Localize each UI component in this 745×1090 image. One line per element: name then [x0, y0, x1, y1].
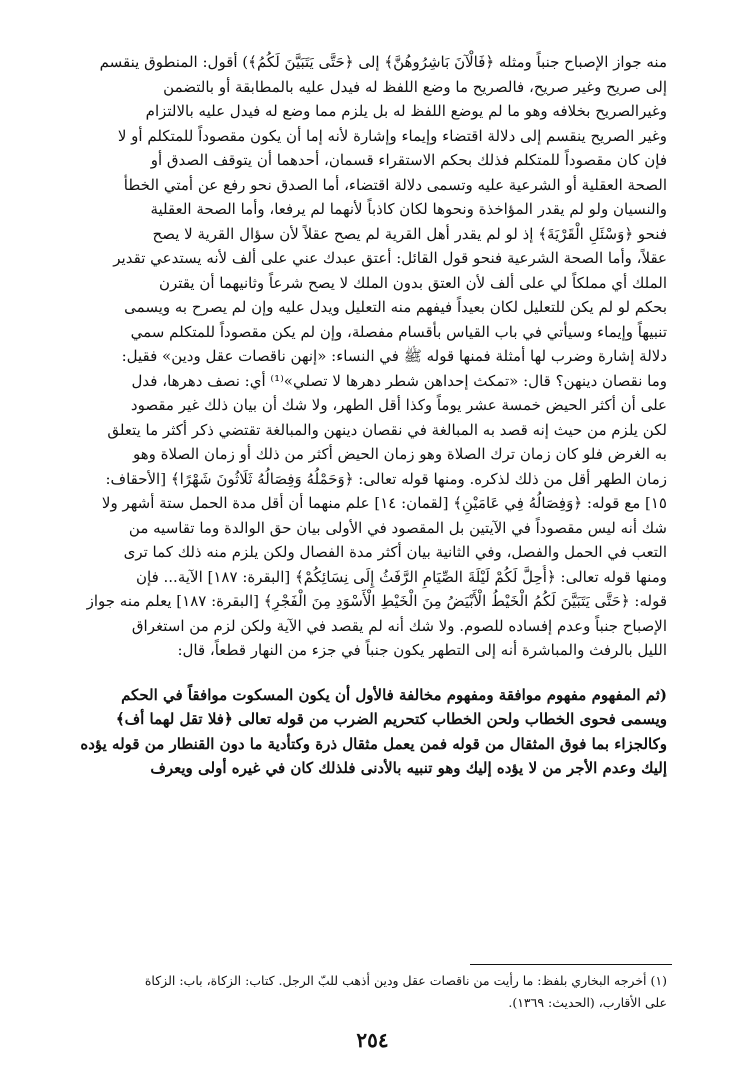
text-line: تنبيهاً وإيماء وسيأتي في باب القياس بأقسام مفصلة، وإن لم يكن مقصوداً للمتكلم سمي	[130, 322, 667, 341]
text-line: به الغرض فلو كان زمان ترك الصلاة وهو زمان الحيض أكثر من ذلك أو زمان الصلاة وهو	[132, 445, 667, 463]
text-line: دلالة إشارة وضرب لها أمثلة فمنها قوله ﷺ في النساء: «إنهن ناقصات عقل ودين» فقيل:	[121, 347, 667, 365]
text-line: وغيرالصريح بخلافه وهو ما لم يوضع اللفظ له بل يلزم مما وضع له فيدل عليه بالالتزام	[145, 102, 667, 120]
text-line: الليل بالرفث والمباشرة أنه إلى التطهر يكون جنباً في جزء من النهار قطعاً، قال:	[177, 641, 667, 659]
commentary-text	[80, 50, 667, 781]
footnote-line: (١) أخرجه البخاري بلفظ: ما رأيت من ناقصات عقل ودين أذهب للبّ الرجل. كتاب: الزكاة، باب: الزكاة	[144, 973, 667, 988]
text-line: التعب في الحمل والفصل، وفي الثانية بيان أكثر مدة الفصال ولكن يلزم منه ذلك كما ترى	[123, 543, 667, 561]
text-line: شك أنه ليس مقصوداً في الآيتين بل المقصود في الأولى بيان حق الوالدة وما تقاسيه من	[128, 518, 667, 537]
page-number: ٢٥٤	[356, 1028, 389, 1052]
text-line: الملك أي مملكاً لي على ألف لأن العتق بدون الملك لا يصح شرعاً وثانيهما أن يقترن	[158, 273, 667, 292]
text-line: وما نقصان دينهن؟ قال: «تمكث إحداهن شطر دهرها لا تصلي»⁽¹⁾ أي: نصف دهرها، فدل	[131, 371, 667, 390]
matn-line: (ثم المفهوم مفهوم موافقة ومفهوم مخالفة فالأول أن يكون المسكوت موافقاً في الحكم	[121, 685, 667, 704]
footnote	[80, 970, 667, 1014]
text-line: عقلاً، وأما الصحة الشرعية فنحو قول القائل: أعتق عبدك عني على ألف لأنه يستدعي تقدير	[113, 249, 667, 267]
matn-line: ويسمى فحوى الخطاب ولحن الخطاب كتحريم الضرب من قوله تعالى ﴿فلا تقل لهما أف﴾	[115, 710, 667, 728]
text-line: زمان الطهر أقل من ذلك لذكره. ومنها قوله تعالى: ﴿وَحَمْلُهُ وَفِصَالُهُ ثَلَاثُونَ شَهْرًا﴾ [الأحقاف:	[105, 469, 667, 488]
matn-line: إليك وعدم الأجر من لا يؤده إليك وهو تنبيه بالأدنى فلذلك كان في غيره أولى ويعرف	[150, 759, 667, 777]
text-line: إلى صريح وغير صريح، فالصريح ما وضع اللفظ له فيدل عليه بالمطابقة أو بالتضمن	[163, 77, 667, 96]
matn-line: وكالجزاء بما فوق المثقال من قوله فمن يعمل مثقال ذرة وكتأدية ما دون القنطار من قوله يؤده	[80, 734, 667, 753]
text-line: منه جواز الإصباح جنباً ومثله ﴿فَالْآنَ بَاشِرُوهُنَّ﴾ إلى ﴿حَتَّى يَتَبَيَّنَ لَكُمُ﴾) أقول: المنطوق ينقسم	[99, 53, 667, 71]
paragraph-gap	[80, 663, 667, 683]
footnote-line: على الأقارب، (الحديث: ١٣٦٩).	[508, 995, 667, 1010]
text-line: وغير الصريح ينقسم إلى دلالة اقتضاء وإيماء وإشارة لأنه إما أن يكون مقصوداً للمتكلم أو لا	[117, 126, 667, 145]
text-line: والنسيان ولو لم يقدر المؤاخذة ونحوها لكان كاذباً لأنهما لم يرفعا، وأما الصحة العقلية	[150, 200, 667, 218]
text-line: فإن كان مقصوداً للمتكلم فذلك بحكم الاستقراء قسمان، أحدهما أن يتوقف الصدق أو	[150, 151, 667, 169]
text-line: على أن أكثر الحيض خمسة عشر يوماً وكذا أقل الطهر، ولا شك أن بيان ذلك غير مقصود	[130, 396, 667, 414]
text-line: الصحة العقلية أو الشرعية عليه وتسمى دلالة اقتضاء، أما الصدق نحو رفع عن أمتي الخطأ	[123, 175, 667, 194]
text-line: فنحو ﴿وَسْئَلِ الْقَرْيَةَ﴾ إذ لو لم يقدر أهل القرية لم يصح عقلاً لأن سؤال القرية لا يصح	[152, 224, 667, 243]
footnote-divider	[470, 964, 672, 965]
text-line: الإصباح جنباً وعدم إفساده للصوم. ولا شك أنه لم يقصد في الآية ولكن لزم من استغراق	[131, 616, 667, 635]
text-line: قوله: ﴿حَتَّى يَتَبَيَّنَ لَكُمُ الْخَيْطُ الْأَبْيَضُ مِنَ الْخَيْطِ الْأَسْوَدِ مِنَ الْفَجْرِ﴾ [البقرة: ١٨٧] يعلم منه جواز	[86, 592, 667, 610]
text-line: بحكم لو لم يكن للتعليل لكان بعيداً فيفهم منه التعليل ويدل عليه وإن لم يصرح به ويسمى	[124, 298, 667, 316]
text-line: ١٥] مع قوله: ﴿وَفِصَالُهُ فِي عَامَيْنِ﴾ [لقمان: ١٤] علم منهما أن أقل مدة الحمل ستة أشهر ولا	[101, 494, 667, 512]
text-line: لكن يلزم من حيث إنه قصد به المبالغة في نقصان دينهن والمبالغة تقتضي ذكر أكثر ما يتعلق	[107, 420, 667, 439]
text-line: ومنها قوله تعالى: ﴿أُحِلَّ لَكُمْ لَيْلَةَ الصِّيَامِ الرَّفَثُ إِلَى نِسَائِكُمْ﴾ [البقرة: ١٨٧] الآية... فإن	[135, 567, 667, 586]
